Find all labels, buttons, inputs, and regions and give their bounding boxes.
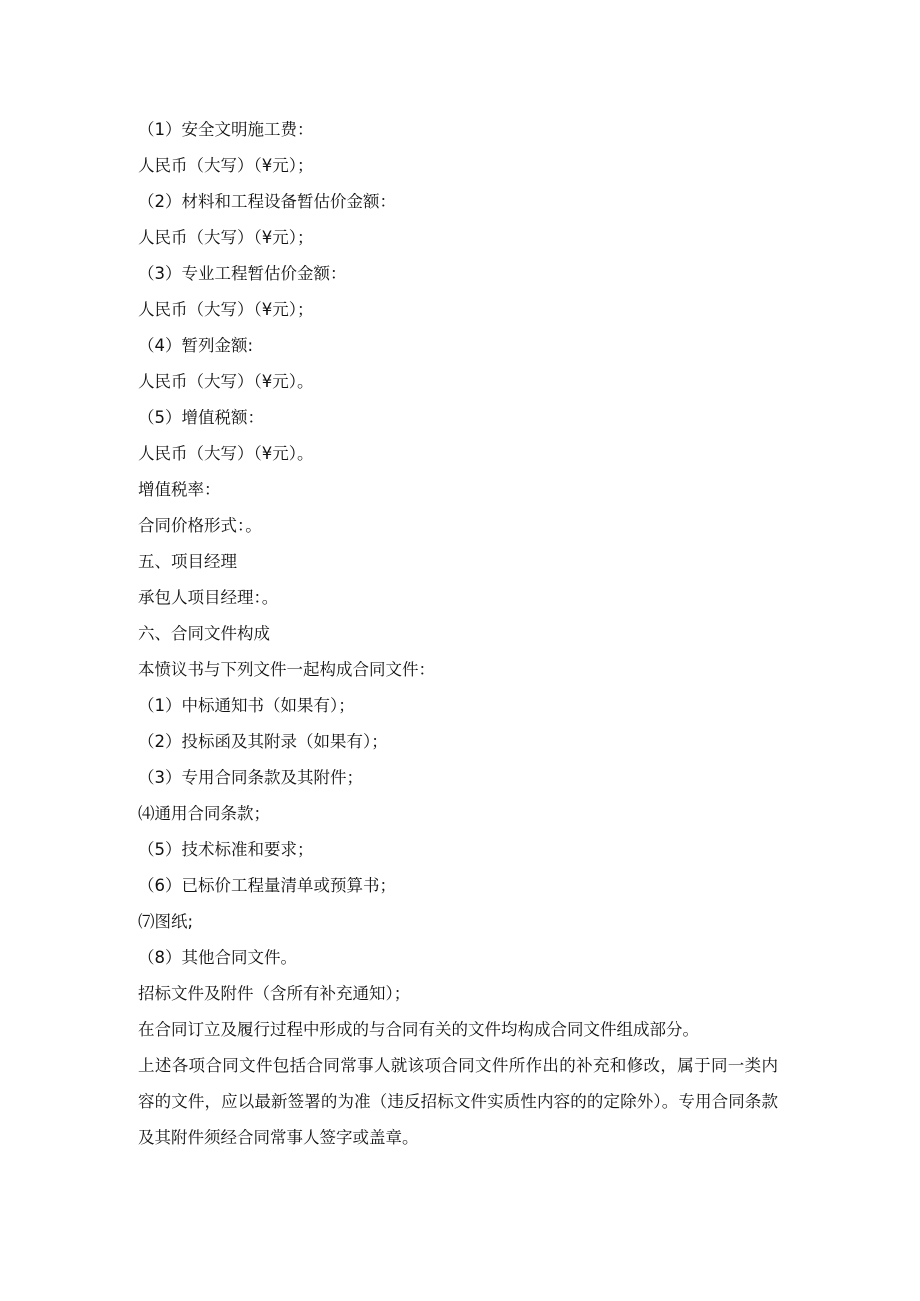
item-provisional-sum: （4）暂列金额: bbox=[138, 336, 254, 355]
paragraph-precedence: 上述各项合同文件包括合同常事人就该项合同文件所作出的补充和修改，属于同一类内容的文件，应以最新签署的为准（违反招标文件实质性内容的的定除外）。专用合同条款及其附件须经合同常事人签字或盖章。 bbox=[138, 1056, 778, 1147]
document-list-item: （6）已标价工程量清单或预算书； bbox=[138, 876, 396, 895]
vat-rate-line: 增值税率： bbox=[138, 480, 221, 499]
item-safety-fee: （1）安全文明施工费： bbox=[138, 120, 314, 139]
item-provisional-specialty-works: （3）专业工程暂估价金额： bbox=[138, 264, 347, 283]
document-body bbox=[138, 112, 778, 1012]
amount-line: 人民币（大写）（¥元）； bbox=[138, 156, 314, 175]
tender-documents-line: 招标文件及附件（含所有补充通知）； bbox=[138, 984, 411, 1003]
item-provisional-material-equipment: （2）材料和工程设备暂估价金额： bbox=[138, 192, 396, 211]
document-list-item: （3）专用合同条款及其附件； bbox=[138, 768, 363, 787]
amount-line: 人民币（大写）（¥元）。 bbox=[138, 372, 314, 391]
document-list-item: （2）投标函及其附录（如果有）； bbox=[138, 732, 388, 751]
document-list-item: （8）其他合同文件。 bbox=[138, 948, 297, 967]
amount-line: 人民币（大写）（¥元）； bbox=[138, 300, 314, 319]
document-list-item: （5）技术标准和要求； bbox=[138, 840, 314, 859]
paragraph-formation-documents: 在合同订立及履行过程中形成的与合同有关的文件均构成合同文件组成部分。 bbox=[138, 1020, 699, 1039]
document-list-item: ⑷通用合同条款； bbox=[138, 804, 270, 823]
item-vat-amount: （5）增值税额： bbox=[138, 408, 264, 427]
section-heading-contract-documents: 六、合同文件构成 bbox=[138, 624, 270, 643]
document-list-item: ⑺图纸; bbox=[138, 912, 194, 931]
section-heading-project-manager: 五、项目经理 bbox=[138, 552, 237, 571]
contract-price-form-line: 合同价格形式：。 bbox=[138, 516, 262, 535]
documents-intro-line: 本愤议书与下列文件一起构成合同文件： bbox=[138, 660, 435, 679]
amount-line: 人民币（大写）（¥元）； bbox=[138, 228, 314, 247]
amount-line: 人民币（大写）（¥元）。 bbox=[138, 444, 314, 463]
contractor-project-manager-line: 承包人项目经理：。 bbox=[138, 588, 279, 607]
document-list-item: （1）中标通知书（如果有）； bbox=[138, 696, 355, 715]
